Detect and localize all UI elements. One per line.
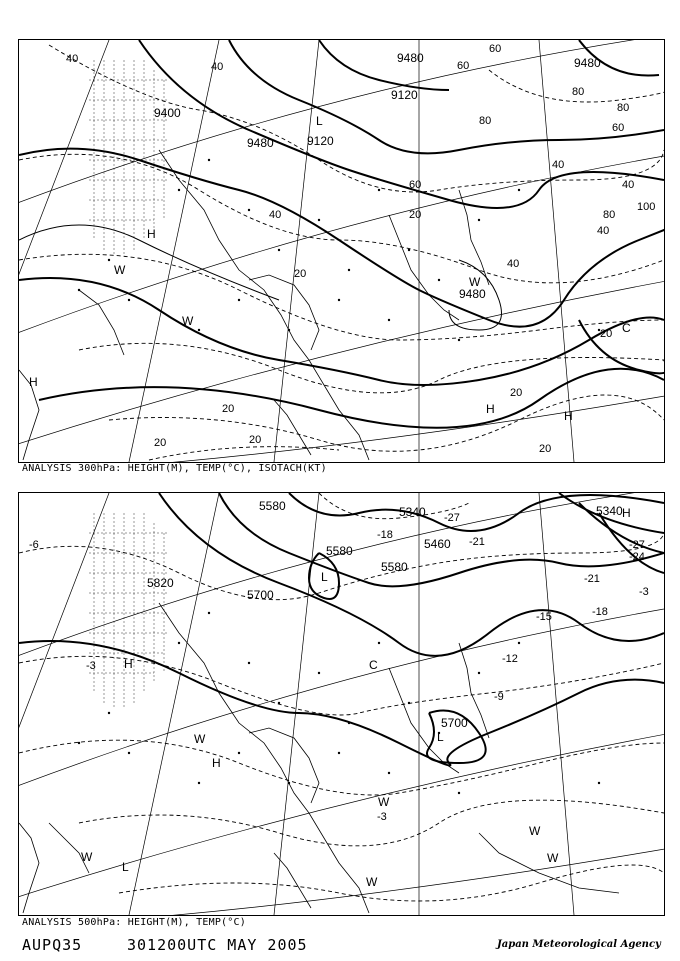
pressure-center: L [321, 570, 328, 584]
height-label: 5340 [596, 504, 623, 518]
pressure-centers [81, 506, 631, 889]
pressure-center: W [547, 851, 559, 865]
pressure-center: W [529, 824, 541, 838]
isotach-label: 80 [617, 102, 630, 114]
isotach-label: 80 [603, 209, 616, 221]
pressure-center: W [469, 275, 481, 289]
map-300hpa [19, 40, 664, 462]
pressure-center: W [194, 732, 206, 746]
coastlines [19, 603, 619, 913]
temperature-label: -6 [29, 539, 39, 551]
height-label: 5700 [247, 588, 274, 602]
isotach-label: 40 [66, 53, 79, 65]
height-label: 5580 [381, 560, 408, 574]
isotach-label: 20 [294, 268, 307, 280]
pressure-center: W [81, 850, 93, 864]
height-label: 9480 [247, 136, 274, 150]
isotach-label: 80 [479, 115, 492, 127]
caption-300hpa: ANALYSIS 300hPa: HEIGHT(M), TEMP(°C), ISOTACH(KT) [22, 463, 327, 474]
coastlines [19, 150, 489, 460]
isotach-label: 60 [612, 122, 625, 134]
isotach-label: 20 [154, 437, 167, 449]
map-panel-500hpa [18, 492, 665, 916]
height-label: 5580 [326, 544, 353, 558]
temperature-label: -18 [592, 606, 608, 618]
caption-500hpa: ANALYSIS 500hPa: HEIGHT(M), TEMP(°C) [22, 917, 246, 928]
isotach-label: 60 [409, 179, 422, 191]
pressure-center: W [378, 795, 390, 809]
height-label: 9120 [307, 134, 334, 148]
pressure-center: H [124, 657, 133, 671]
terrain-hatch [89, 513, 169, 708]
valid-time: 301200UTC MAY 2005 [127, 936, 308, 954]
graticule [19, 40, 664, 462]
temperature-label: -15 [536, 611, 552, 623]
height-contours [19, 493, 664, 766]
isotach-label: 40 [597, 225, 610, 237]
temperature-label: -27 [629, 539, 645, 551]
height-label: 9400 [154, 106, 181, 120]
height-label: 5340 [399, 505, 426, 519]
temperature-label: -12 [502, 653, 518, 665]
temperature-label: -27 [444, 512, 460, 524]
isotach-label: 100 [637, 201, 656, 213]
isotach-label: 80 [572, 86, 585, 98]
isotach-label: 60 [457, 60, 470, 72]
temperature-labels [29, 512, 649, 823]
isotach-label: 20 [222, 403, 235, 415]
pressure-center: L [316, 114, 323, 128]
pressure-center: W [366, 875, 378, 889]
pressure-centers [29, 114, 631, 423]
isotach-label: 20 [249, 434, 262, 446]
temperature-label: -3 [86, 660, 96, 672]
temperature-label: -3 [639, 586, 649, 598]
height-label: 5820 [147, 576, 174, 590]
isotach-label: 60 [489, 43, 502, 55]
isotach-labels [66, 43, 655, 455]
pressure-center: W [182, 314, 194, 328]
height-label: 9120 [391, 88, 418, 102]
isotach-label: 40 [622, 179, 635, 191]
temperature-label: -18 [377, 529, 393, 541]
pressure-center: C [622, 321, 631, 335]
chart-id: AUPQ35 [22, 936, 83, 954]
pressure-center: W [114, 263, 126, 277]
temperature-label: -21 [584, 573, 600, 585]
isotach-label: 40 [507, 258, 520, 270]
map-panel-300hpa [18, 39, 665, 463]
isotach-label: 40 [552, 159, 565, 171]
isotach-label: 40 [211, 61, 224, 73]
pressure-center: H [486, 402, 495, 416]
height-contours [19, 40, 664, 428]
height-label: 9480 [574, 56, 601, 70]
isotach-label: 20 [539, 443, 552, 455]
map-500hpa [19, 493, 664, 915]
pressure-center: H [564, 409, 573, 423]
height-label: 9480 [397, 51, 424, 65]
pressure-center: C [369, 658, 378, 672]
isotach-label: 20 [600, 328, 613, 340]
isotach-label: 20 [409, 209, 422, 221]
station-plots [78, 159, 600, 341]
pressure-center: H [212, 756, 221, 770]
temperature-label: -24 [629, 551, 645, 563]
height-label: 5460 [424, 537, 451, 551]
pressure-center: H [622, 506, 631, 520]
pressure-center: H [147, 227, 156, 241]
pressure-center: L [122, 860, 129, 874]
isotach-label: 20 [510, 387, 523, 399]
temperature-label: -3 [377, 811, 387, 823]
height-label: 5580 [259, 499, 286, 513]
isotach-label: 40 [269, 209, 282, 221]
height-label: 5700 [441, 716, 468, 730]
agency-credit: Japan Meteorological Agency [497, 939, 661, 950]
height-label: 9480 [459, 287, 486, 301]
isotherms [19, 45, 664, 460]
temperature-label: -9 [494, 691, 504, 703]
pressure-center: H [29, 375, 38, 389]
pressure-center: L [437, 730, 444, 744]
temperature-label: -21 [469, 536, 485, 548]
